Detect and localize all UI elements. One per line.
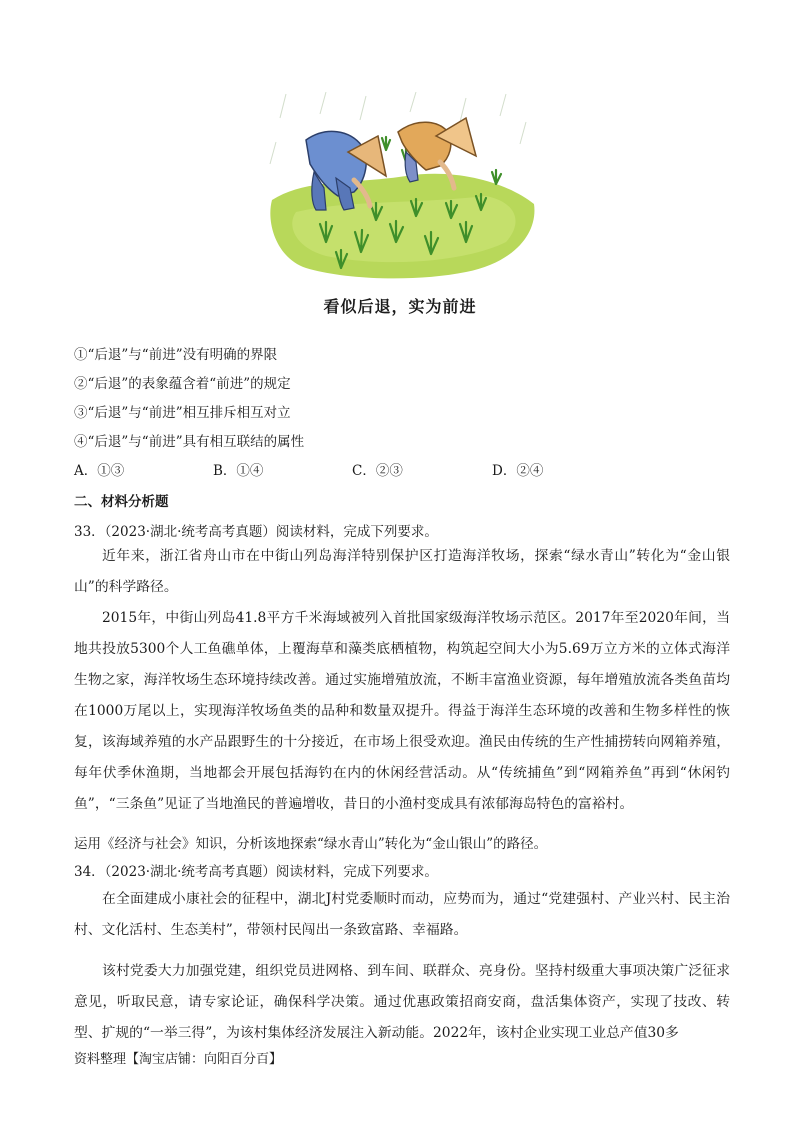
- question-33-paragraph-2: 2015年，中街山列岛41.8平方千米海域被列入首批国家级海洋牧场示范区。2017年至2020年间，当地共投放5300个人工鱼礁单体，上覆海草和藻类底栖植物，构筑起空间大小为5.69万立方米的立体式海洋生物之家，海洋牧场生态环境持续改善。通过实施增殖放流，不断丰富渔业资源，每年增殖放流各类鱼苗均在1000万尾以上，实现海洋牧场鱼类的品种和数量双提升。得益于海洋生态环境的改善和生物多样性的恢复，该海域养殖的水产品跟野生的十分接近，在市场上很受欢迎。渔民由传统的生产性捕捞转向网箱养殖，每年伏季休渔期，当地都会开展包括海钓在内的休闲经营活动。从“传统捕鱼”到“网箱养鱼”再到“休闲钓鱼”，“三条鱼”见证了当地渔民的普遍增收，昔日的小渔村变成具有浓郁海岛特色的富裕村。: [74, 610, 730, 812]
- statement-4: ④“后退”与“前进”具有相互联结的属性: [74, 434, 305, 450]
- option-d[interactable]: D．②④: [492, 463, 544, 479]
- question-34-paragraph-1: 在全面建成小康社会的征程中，湖北J村党委顺时而动，应势而为，通过“党建强村、产业兴村、民主治村、文化活村、生态美村”，带领村民闯出一条致富路、幸福路。: [74, 891, 730, 938]
- footer-source: 资料整理【淘宝店铺：向阳百分百】: [74, 1052, 283, 1067]
- option-b[interactable]: B．①④: [213, 463, 264, 479]
- question-34-header: 34．（2023·湖北·统考高考真题）阅读材料，完成下列要求。: [74, 864, 438, 880]
- question-33-header: 33．（2023·湖北·统考高考真题）阅读材料，完成下列要求。: [74, 524, 438, 540]
- statement-2: ②“后退”的表象蕴含着“前进”的规定: [74, 376, 291, 392]
- question-33-task: 运用《经济与社会》知识，分析该地探索“绿水青山”转化为“金山银山”的路径。: [74, 836, 548, 852]
- statement-3: ③“后退”与“前进”相互排斥相互对立: [74, 405, 291, 421]
- question-33-paragraph-1: 近年来，浙江省舟山市在中街山列岛海洋特别保护区打造海洋牧场，探索“绿水青山”转化为“金山银山”的科学路径。: [74, 548, 730, 595]
- section-title: 二、材料分析题: [74, 494, 169, 510]
- option-c[interactable]: C．②③: [352, 463, 403, 479]
- statement-1: ①“后退”与“前进”没有明确的界限: [74, 347, 278, 363]
- option-a[interactable]: A．①③: [74, 463, 125, 479]
- illustration-caption: 看似后退，实为前进: [323, 297, 477, 316]
- question-34-paragraph-2: 该村党委大力加强党建，组织党员进网格、到车间、联群众、亮身份。坚持村级重大事项决策广泛征求意见，听取民意，请专家论证，确保科学决策。通过优惠政策招商安商，盘活集体资产，实现了技改、转型、扩规的“一举三得”，为该村集体经济发展注入新动能。2022年，该村企业实现工业总产值30多: [74, 963, 730, 1041]
- rice-planting-illustration: [266, 92, 538, 282]
